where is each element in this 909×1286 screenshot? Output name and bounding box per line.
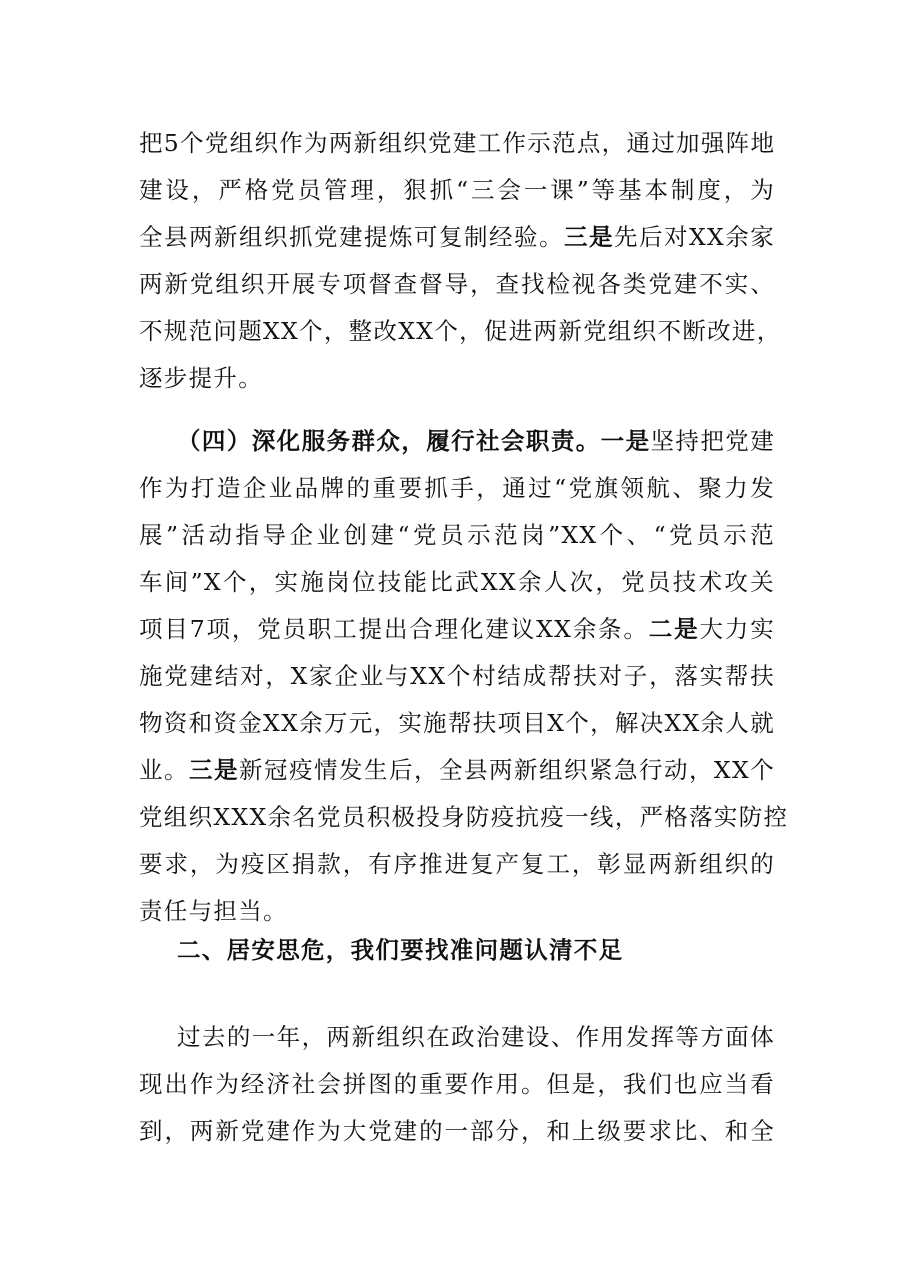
para1-line-5: 不规范问题XX个，整改XX个，促进两新党组织不断改进， [139,317,782,345]
para2-line-6: 施党建结对，X家企业与XX个村结成帮扶对子，落实帮扶 [139,662,775,690]
para1-line-4: 两新党组织开展专项督查督导，查找检视各类党建不实、 [139,270,775,298]
para2-line-3: 展”活动指导企业创建“党员示范岗”XX个、“党员示范 [139,521,775,549]
para2-line-5-bold: 二是 [648,615,700,643]
para2-line-8-bold: 三是 [189,756,239,784]
para2-line-5-post: 大力实 [699,615,775,643]
para2-line-1-post: 坚持把党建 [650,427,776,455]
para2-line-5-pre: 项目7项，党员职工提出合理化建议XX余条。 [139,615,649,643]
para2-line-8-post: 新冠疫情发生后，全县两新组织紧急行动，XX个 [239,756,775,784]
para3-line-3: 到，两新党建作为大党建的一部分，和上级要求比、和全 [139,1117,775,1145]
para1-line-6: 逐步提升。 [139,364,263,392]
para2-line-11: 责任与担当。 [139,897,288,925]
para1-line-3-post: 先后对XX余家 [613,223,775,251]
para2-line-1 [177,426,775,456]
para2-line-7: 物资和资金XX余万元，实施帮扶项目X个，解决XX余人就 [139,709,775,737]
section-heading: 二、居安思危，我们要找准问题认清不足 [177,936,624,964]
para2-line-1-bold: （四）深化服务群众，履行社会职责。一是 [177,427,651,455]
para2-line-8 [139,755,775,785]
para2-line-5 [139,614,775,644]
para1-line-3-bold: 三是 [563,223,614,251]
para2-line-9: 党组织XXX余名党员积极投身防疫抗疫一线，严格落实防控 [139,803,789,831]
para1-line-1: 把5个党组织作为两新组织党建工作示范点，通过加强阵地 [139,129,776,157]
para3-line-2: 现出作为经济社会拼图的重要作用。但是，我们也应当看 [139,1070,775,1098]
para2-line-2: 作为打造企业品牌的重要抓手，通过“党旗领航、聚力发 [139,474,775,502]
para3-line-1: 过去的一年，两新组织在政治建设、作用发挥等方面体 [177,1023,775,1051]
para1-line-2: 建设，严格党员管理，狠抓“三会一课”等基本制度，为 [139,176,775,204]
para2-line-4: 车间”X个，实施岗位技能比武XX余人次，党员技术攻关 [139,568,775,596]
para2-line-10: 要求，为疫区捐款，有序推进复产复工，彰显两新组织的 [139,850,775,878]
para2-line-8-pre: 业。 [139,756,189,784]
para1-line-3-pre: 全县两新组织抓党建提炼可复制经验。 [139,223,564,251]
para1-line-3 [139,222,775,252]
